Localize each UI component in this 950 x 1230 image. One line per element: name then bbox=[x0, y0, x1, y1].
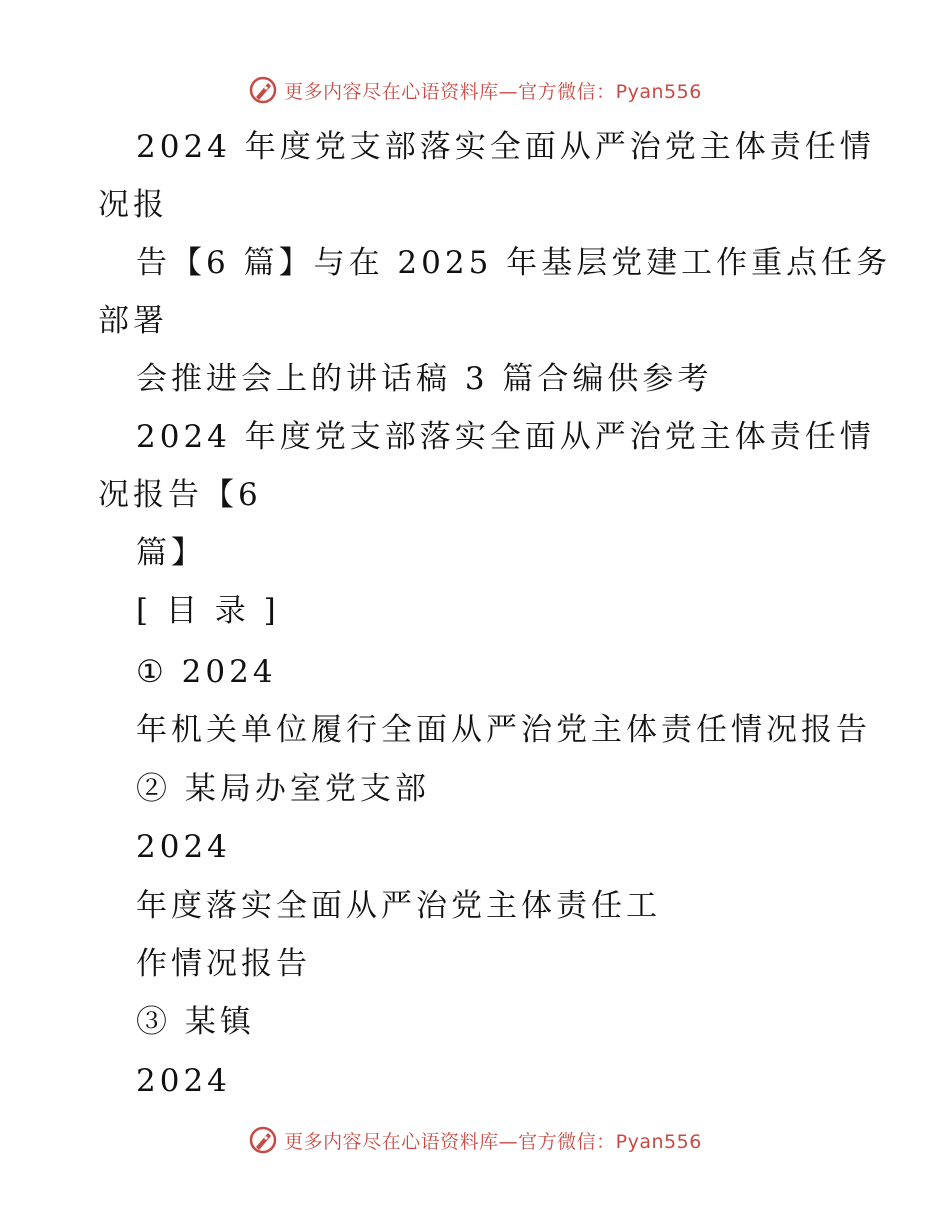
doc-line: 作情况报告 bbox=[136, 946, 311, 982]
doc-line: 篇】 bbox=[136, 535, 206, 571]
doc-line: 部署 bbox=[98, 303, 168, 339]
doc-line: 2024 bbox=[136, 829, 231, 865]
doc-line: 告【6 篇】与在 2025 年基层党建工作重点任务 bbox=[136, 245, 892, 281]
toc-heading: [ 目 录 ] bbox=[136, 593, 280, 629]
watermark-header bbox=[0, 73, 950, 107]
doc-line: 年机关单位履行全面从严治党主体责任情况报告 bbox=[136, 712, 871, 748]
doc-line: 况报告【6 bbox=[98, 477, 262, 513]
doc-line: 2024 bbox=[136, 1063, 231, 1099]
toc-item: ③ 某镇 bbox=[136, 1004, 255, 1040]
watermark-text: 更多内容尽在心语资料库—官方微信：Pyan556 bbox=[284, 1130, 702, 1153]
pen-nib-logo-icon bbox=[248, 75, 278, 105]
toc-item: ② 某局办室党支部 bbox=[136, 771, 430, 807]
pen-nib-logo-icon bbox=[248, 1125, 278, 1155]
watermark-footer bbox=[0, 1123, 950, 1157]
doc-line: 2024 年度党支部落实全面从严治党主体责任情 bbox=[136, 419, 875, 455]
toc-item: ① 2024 bbox=[136, 654, 277, 690]
doc-line: 会推进会上的讲话稿 3 篇合编供参考 bbox=[136, 361, 713, 397]
doc-line: 2024 年度党支部落实全面从严治党主体责任情 bbox=[136, 129, 875, 165]
watermark-text: 更多内容尽在心语资料库—官方微信：Pyan556 bbox=[284, 80, 702, 103]
doc-line: 年度落实全面从严治党主体责任工 bbox=[136, 888, 661, 924]
doc-line: 况报 bbox=[98, 187, 168, 223]
